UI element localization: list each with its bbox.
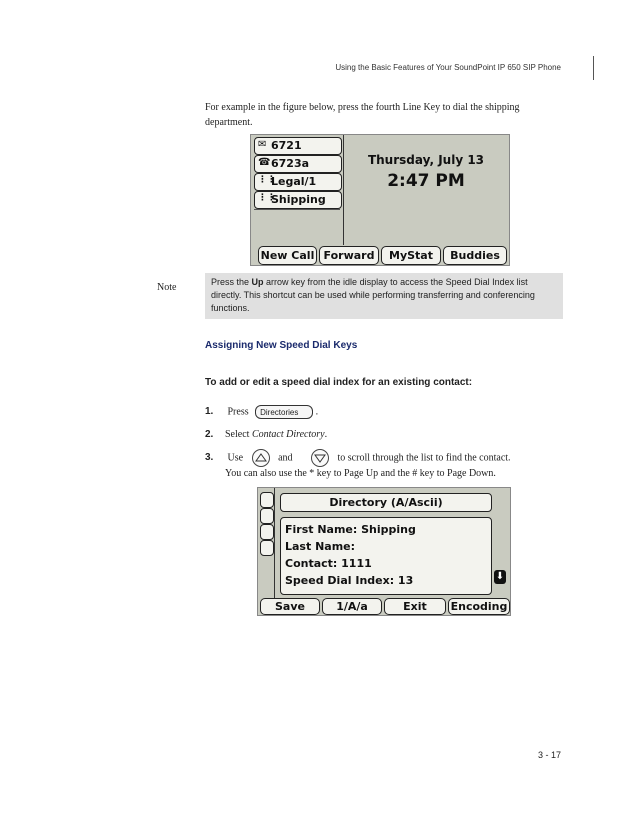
envelope-icon: ✉ [258, 139, 267, 150]
line-key-divider [343, 135, 344, 245]
step-3 [205, 449, 511, 467]
note-text: Press the [211, 277, 252, 287]
softkey-encoding[interactable]: Encoding [448, 598, 510, 615]
step-text: to scroll through the list to find the contact. [337, 452, 511, 464]
note-text: arrow key from the idle display to access the Speed Dial Index list directly. This shortcut can be used while performing transferring and conferencing functions. [211, 277, 535, 313]
softkey-1-a-a[interactable]: 1/A/a [322, 598, 382, 615]
down-arrow-icon [312, 450, 328, 466]
phone-screen-idle [250, 134, 510, 266]
speed-dial-icon: ⋮⋮ [258, 193, 276, 203]
softkey-save[interactable]: Save [260, 598, 320, 615]
procedure-title: To add or edit a speed dial index for an existing contact: [205, 377, 473, 388]
down-arrow-key[interactable] [311, 449, 329, 467]
section-title: Assigning New Speed Dial Keys [205, 340, 358, 351]
contact-detail-box [280, 517, 492, 595]
line-key-stub[interactable] [260, 508, 274, 524]
line-key-4[interactable] [254, 191, 342, 209]
step-text: Select [225, 429, 252, 440]
directory-title: Directory (A/Ascii) [280, 493, 492, 512]
line-key-1[interactable] [254, 137, 342, 155]
line-key-divider [274, 488, 275, 598]
line-key-stub[interactable] [260, 540, 274, 556]
softkey-mystat[interactable]: MyStat [381, 246, 441, 265]
line-key-bottom-rule [254, 209, 340, 210]
step-1 [205, 405, 318, 419]
phone-screen-directory [257, 487, 511, 616]
up-arrow-icon [253, 450, 269, 466]
intro-paragraph: For example in the figure below, press the fourth Line Key to dial the shipping department. [205, 102, 520, 128]
step-text: and [278, 452, 293, 464]
up-arrow-key[interactable] [252, 449, 270, 467]
note-box [205, 273, 563, 319]
header-rule [593, 56, 594, 80]
softkey-new-call[interactable]: New Call [258, 246, 317, 265]
step-2 [205, 429, 327, 440]
line-key-2[interactable] [254, 155, 342, 173]
note-key: Up [251, 277, 264, 287]
directories-button[interactable] [255, 405, 313, 419]
line-key-stub[interactable] [260, 524, 274, 540]
line-key-stub[interactable] [260, 492, 274, 508]
step-number: 3. [205, 452, 214, 464]
directories-button-label: Directories [260, 408, 299, 417]
idle-date: Thursday, July 13 [367, 153, 485, 167]
scroll-down-icon[interactable]: ⬇ [495, 571, 505, 582]
field-speed-dial-index: Speed Dial Index: 13 [285, 574, 414, 587]
field-contact: Contact: 1111 [285, 557, 372, 570]
step-3-sub: You can also use the * key to Page Up and the # key to Page Down. [225, 468, 496, 479]
softkey-forward[interactable]: Forward [319, 246, 379, 265]
step-number: 2. [205, 429, 214, 440]
speed-dial-icon: ⋮⋮ [258, 175, 276, 185]
step-number: 1. [205, 406, 214, 418]
step-text: Press [227, 406, 249, 418]
softkey-exit[interactable]: Exit [384, 598, 446, 615]
field-last-name: Last Name: [285, 540, 356, 553]
field-first-name: First Name: Shipping [285, 523, 416, 536]
line-key-label: Shipping [271, 193, 326, 206]
step-text: . [315, 406, 319, 418]
note-label: Note [157, 282, 177, 293]
step-text: . [324, 429, 328, 440]
softkey-buddies[interactable]: Buddies [443, 246, 507, 265]
idle-time: 2:47 PM [387, 171, 465, 191]
line-key-label: 6721 [271, 139, 302, 152]
line-key-label: 6723a [271, 157, 310, 170]
step-text: Use [227, 452, 244, 464]
page-number: 3 - 17 [537, 750, 561, 760]
running-header: Using the Basic Features of Your SoundPoint IP 650 SIP Phone [335, 63, 561, 72]
line-key-label: Legal/1 [271, 175, 317, 188]
line-key-3[interactable] [254, 173, 342, 191]
phone-icon: ☎ [258, 157, 271, 168]
step-emphasis: Contact Directory [251, 429, 325, 440]
